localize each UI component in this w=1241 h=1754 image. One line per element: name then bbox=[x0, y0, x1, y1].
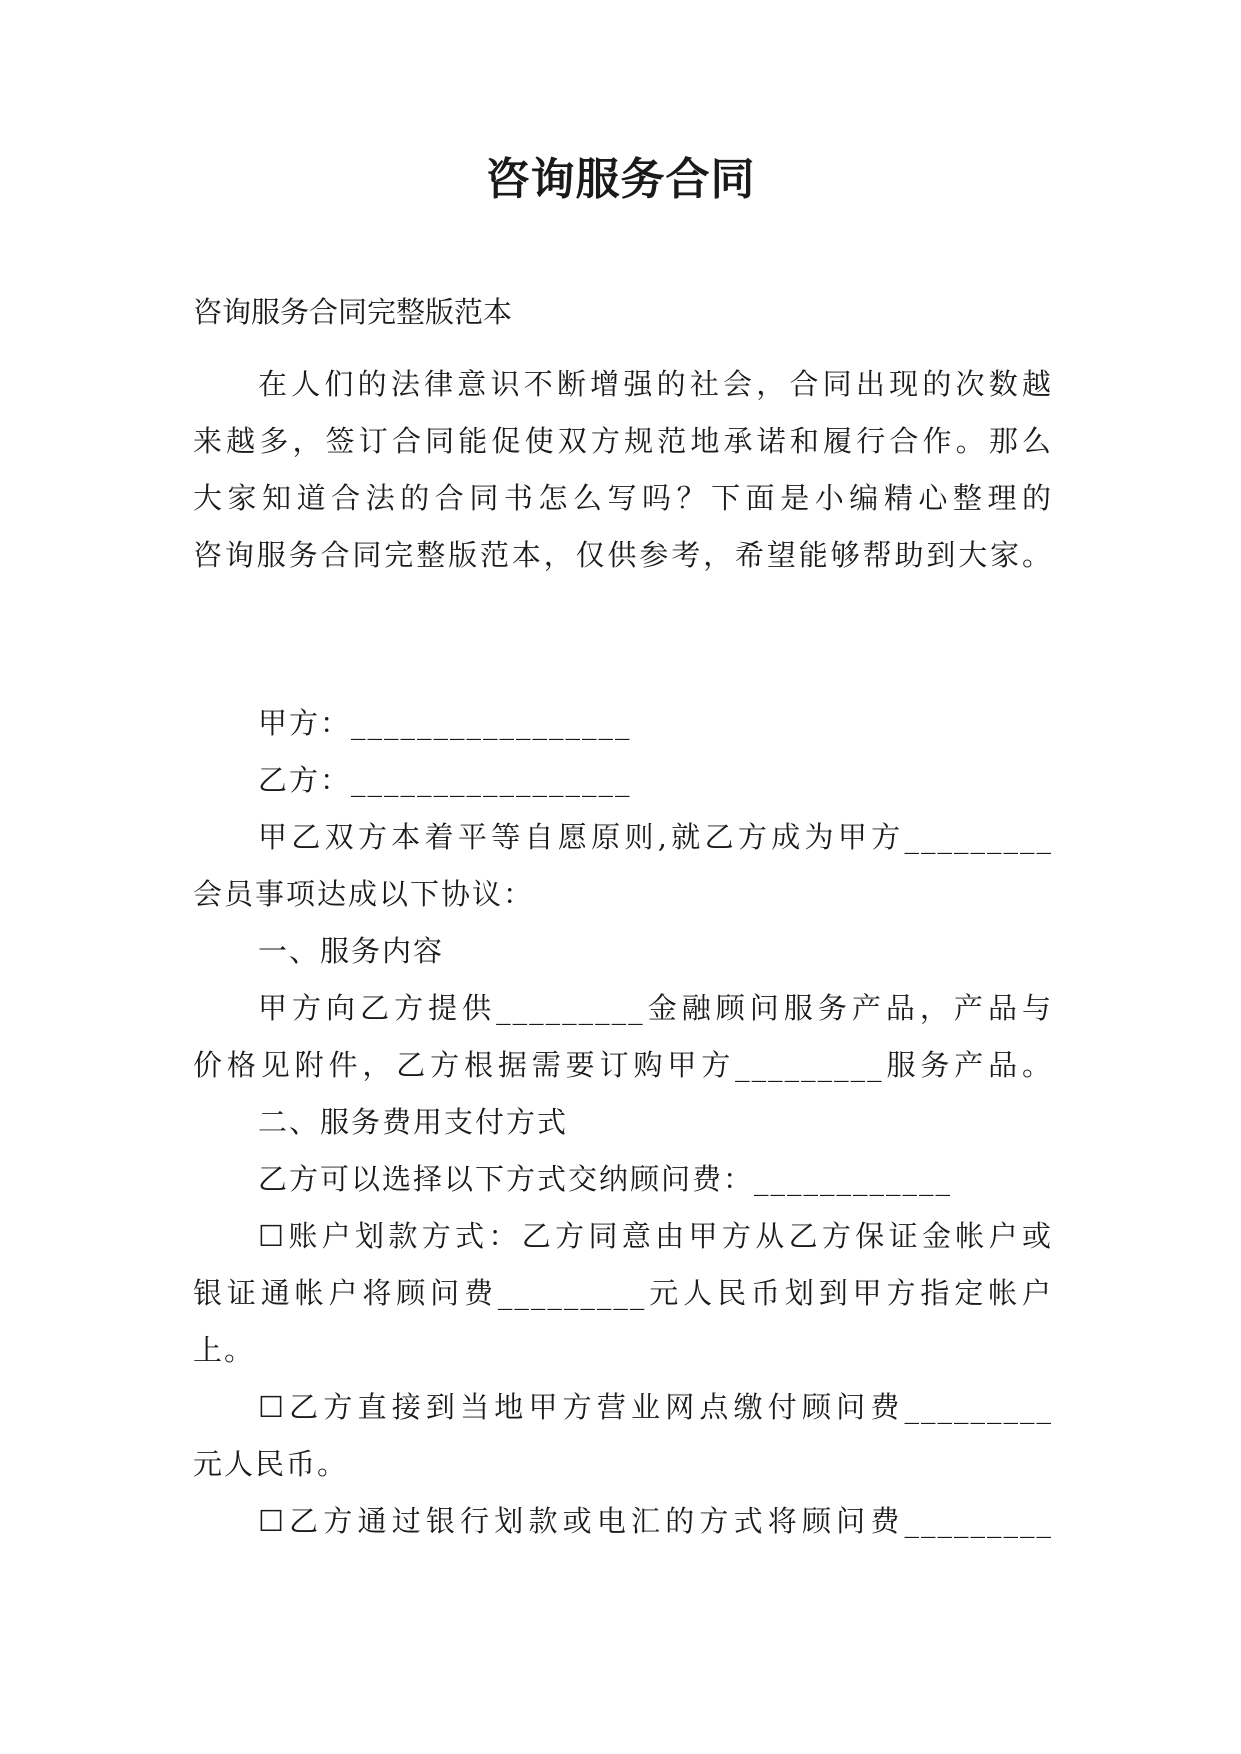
option1-line: ☐账户划款方式：乙方同意由甲方从乙方保证金帐户或 bbox=[258, 1219, 1053, 1253]
document-title: 咨询服务合同 bbox=[485, 154, 756, 205]
intro-line: 大家知道合法的合同书怎么写吗？下面是小编精心整理的 bbox=[193, 481, 1053, 515]
intro-line: 咨询服务合同完整版范本，仅供参考，希望能够帮助到大家。 bbox=[193, 538, 1053, 572]
intro-line: 在人们的法律意识不断增强的社会，合同出现的次数越 bbox=[258, 367, 1053, 401]
contract-body bbox=[193, 695, 1053, 1550]
section-heading-payment: 二、服务费用支付方式 bbox=[258, 1105, 569, 1139]
section2-intro-line: 乙方可以选择以下方式交纳顾问费：____________ bbox=[258, 1162, 953, 1196]
option1-line: 上。 bbox=[193, 1333, 256, 1367]
intro-paragraph bbox=[193, 356, 1053, 584]
agreement-line: 会员事项达成以下协议： bbox=[193, 877, 535, 911]
section-heading-service-content: 一、服务内容 bbox=[258, 934, 445, 968]
document-subtitle: 咨询服务合同完整版范本 bbox=[193, 295, 513, 329]
agreement-line: 甲乙双方本着平等自愿原则,就乙方成为甲方_________ bbox=[258, 820, 1053, 854]
section1-line: 甲方向乙方提供_________金融顾问服务产品，产品与 bbox=[258, 991, 1053, 1025]
intro-line: 来越多，签订合同能促使双方规范地承诺和履行合作。那么 bbox=[193, 424, 1053, 458]
option2-line: 元人民币。 bbox=[193, 1447, 349, 1481]
party-b-line: 乙方：_________________ bbox=[258, 763, 632, 797]
option3-line: ☐乙方通过银行划款或电汇的方式将顾问费_________ bbox=[258, 1504, 1053, 1538]
option2-line: ☐乙方直接到当地甲方营业网点缴付顾问费_________ bbox=[258, 1390, 1053, 1424]
section1-line: 价格见附件，乙方根据需要订购甲方_________服务产品。 bbox=[193, 1048, 1053, 1082]
party-a-line: 甲方：_________________ bbox=[258, 706, 632, 740]
option1-line: 银证通帐户将顾问费_________元人民币划到甲方指定帐户 bbox=[193, 1276, 1053, 1310]
